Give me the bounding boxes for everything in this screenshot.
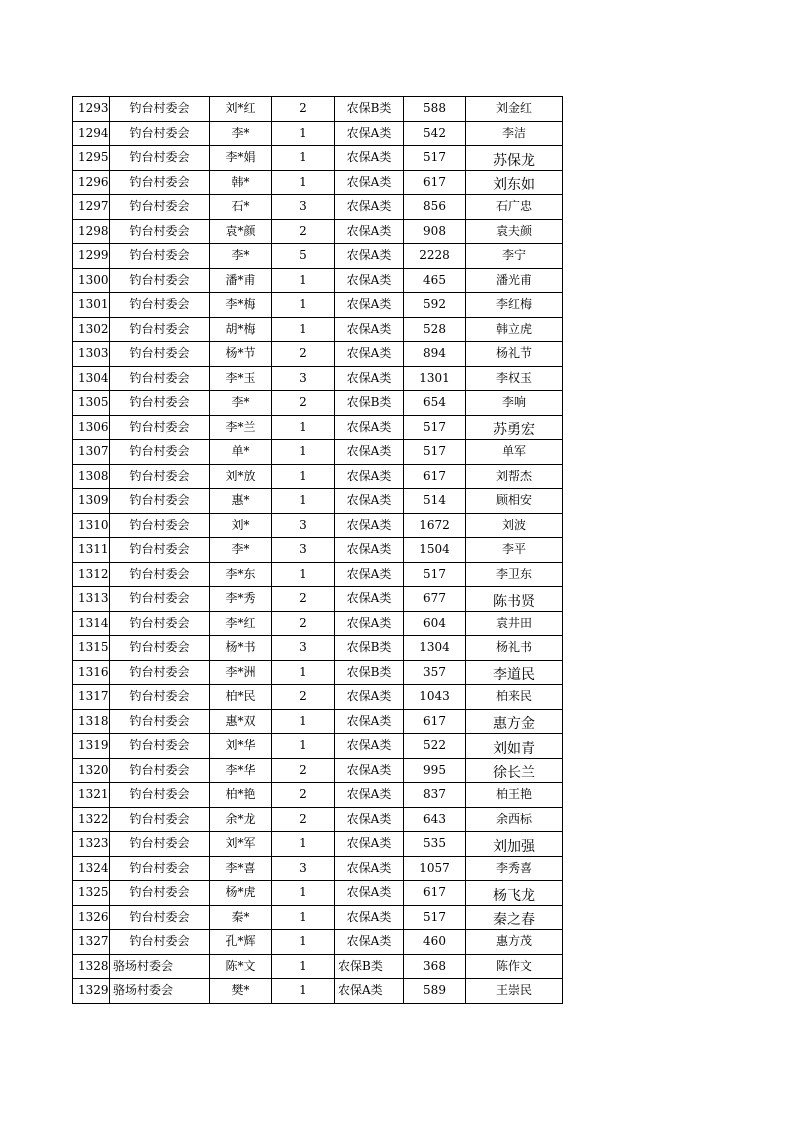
recipient-name-cell: 单军 <box>466 440 563 465</box>
amount-cell: 643 <box>404 807 466 832</box>
amount-cell: 460 <box>404 930 466 955</box>
row-number-cell: 1301 <box>73 293 110 318</box>
row-number-cell: 1316 <box>73 660 110 685</box>
village-committee-cell: 钓台村委会 <box>110 464 210 489</box>
table-row <box>73 905 563 930</box>
recipient-name-cell: 苏保龙 <box>466 146 563 171</box>
masked-name-cell: 刘* <box>210 513 272 538</box>
amount-cell: 1672 <box>404 513 466 538</box>
table-row <box>73 317 563 342</box>
table-row <box>73 391 563 416</box>
table-row <box>73 881 563 906</box>
village-committee-cell: 钓台村委会 <box>110 636 210 661</box>
household-count-cell: 1 <box>272 170 335 195</box>
row-number-cell: 1315 <box>73 636 110 661</box>
masked-name-cell: 秦* <box>210 905 272 930</box>
insurance-category-cell: 农保A类 <box>335 783 404 808</box>
row-number-cell: 1317 <box>73 685 110 710</box>
insurance-category-cell: 农保A类 <box>335 979 404 1004</box>
recipient-name-cell: 顾相安 <box>466 489 563 514</box>
masked-name-cell: 李*华 <box>210 758 272 783</box>
insurance-category-cell: 农保B类 <box>335 97 404 122</box>
table-body <box>73 97 563 1004</box>
amount-cell: 617 <box>404 464 466 489</box>
table-row <box>73 342 563 367</box>
insurance-category-cell: 农保B类 <box>335 660 404 685</box>
insurance-category-cell: 农保A类 <box>335 244 404 269</box>
recipient-name-cell: 李洁 <box>466 121 563 146</box>
village-committee-cell: 钓台村委会 <box>110 660 210 685</box>
insurance-category-cell: 农保A类 <box>335 685 404 710</box>
masked-name-cell: 刘*军 <box>210 832 272 857</box>
table-row <box>73 807 563 832</box>
amount-cell: 514 <box>404 489 466 514</box>
recipient-name-cell: 苏勇宏 <box>466 415 563 440</box>
recipient-name-cell: 韩立虎 <box>466 317 563 342</box>
insurance-category-cell: 农保A类 <box>335 415 404 440</box>
village-committee-cell: 钓台村委会 <box>110 366 210 391</box>
household-count-cell: 1 <box>272 905 335 930</box>
row-number-cell: 1307 <box>73 440 110 465</box>
village-committee-cell: 钓台村委会 <box>110 807 210 832</box>
amount-cell: 908 <box>404 219 466 244</box>
recipient-name-cell: 杨礼节 <box>466 342 563 367</box>
household-count-cell: 2 <box>272 783 335 808</box>
insurance-category-cell: 农保A类 <box>335 807 404 832</box>
insurance-category-cell: 农保A类 <box>335 758 404 783</box>
household-count-cell: 1 <box>272 562 335 587</box>
row-number-cell: 1300 <box>73 268 110 293</box>
row-number-cell: 1322 <box>73 807 110 832</box>
amount-cell: 1304 <box>404 636 466 661</box>
row-number-cell: 1298 <box>73 219 110 244</box>
recipient-name-cell: 袁井田 <box>466 611 563 636</box>
table-row <box>73 734 563 759</box>
village-committee-cell: 骆场村委会 <box>110 954 210 979</box>
village-committee-cell: 钓台村委会 <box>110 856 210 881</box>
recipient-name-cell: 杨飞龙 <box>466 881 563 906</box>
household-count-cell: 2 <box>272 391 335 416</box>
allowance-table <box>72 96 563 1004</box>
recipient-name-cell: 王崇民 <box>466 979 563 1004</box>
recipient-name-cell: 杨礼书 <box>466 636 563 661</box>
masked-name-cell: 余*龙 <box>210 807 272 832</box>
masked-name-cell: 惠* <box>210 489 272 514</box>
insurance-category-cell: 农保B类 <box>335 954 404 979</box>
amount-cell: 542 <box>404 121 466 146</box>
table-row <box>73 293 563 318</box>
household-count-cell: 1 <box>272 881 335 906</box>
amount-cell: 465 <box>404 268 466 293</box>
household-count-cell: 1 <box>272 317 335 342</box>
household-count-cell: 1 <box>272 832 335 857</box>
row-number-cell: 1299 <box>73 244 110 269</box>
insurance-category-cell: 农保B类 <box>335 391 404 416</box>
masked-name-cell: 刘*红 <box>210 97 272 122</box>
masked-name-cell: 陈*文 <box>210 954 272 979</box>
row-number-cell: 1327 <box>73 930 110 955</box>
household-count-cell: 3 <box>272 856 335 881</box>
amount-cell: 1057 <box>404 856 466 881</box>
recipient-name-cell: 惠方茂 <box>466 930 563 955</box>
amount-cell: 604 <box>404 611 466 636</box>
village-committee-cell: 钓台村委会 <box>110 342 210 367</box>
table-row <box>73 219 563 244</box>
masked-name-cell: 李* <box>210 244 272 269</box>
recipient-name-cell: 徐长兰 <box>466 758 563 783</box>
table-row <box>73 660 563 685</box>
row-number-cell: 1324 <box>73 856 110 881</box>
village-committee-cell: 钓台村委会 <box>110 587 210 612</box>
table-row <box>73 195 563 220</box>
table-row <box>73 611 563 636</box>
insurance-category-cell: 农保A类 <box>335 342 404 367</box>
amount-cell: 2228 <box>404 244 466 269</box>
masked-name-cell: 李* <box>210 121 272 146</box>
household-count-cell: 3 <box>272 538 335 563</box>
village-committee-cell: 钓台村委会 <box>110 611 210 636</box>
recipient-name-cell: 刘加强 <box>466 832 563 857</box>
row-number-cell: 1323 <box>73 832 110 857</box>
row-number-cell: 1294 <box>73 121 110 146</box>
household-count-cell: 1 <box>272 440 335 465</box>
household-count-cell: 1 <box>272 930 335 955</box>
village-committee-cell: 钓台村委会 <box>110 440 210 465</box>
amount-cell: 1301 <box>404 366 466 391</box>
row-number-cell: 1326 <box>73 905 110 930</box>
masked-name-cell: 李*娟 <box>210 146 272 171</box>
amount-cell: 592 <box>404 293 466 318</box>
village-committee-cell: 钓台村委会 <box>110 881 210 906</box>
amount-cell: 837 <box>404 783 466 808</box>
amount-cell: 894 <box>404 342 466 367</box>
insurance-category-cell: 农保A类 <box>335 366 404 391</box>
recipient-name-cell: 刘东如 <box>466 170 563 195</box>
household-count-cell: 1 <box>272 709 335 734</box>
row-number-cell: 1321 <box>73 783 110 808</box>
amount-cell: 535 <box>404 832 466 857</box>
household-count-cell: 2 <box>272 587 335 612</box>
amount-cell: 517 <box>404 440 466 465</box>
insurance-category-cell: 农保A类 <box>335 219 404 244</box>
recipient-name-cell: 刘金红 <box>466 97 563 122</box>
amount-cell: 1504 <box>404 538 466 563</box>
masked-name-cell: 李*东 <box>210 562 272 587</box>
recipient-name-cell: 石广忠 <box>466 195 563 220</box>
village-committee-cell: 钓台村委会 <box>110 121 210 146</box>
row-number-cell: 1308 <box>73 464 110 489</box>
table-row <box>73 244 563 269</box>
masked-name-cell: 李*玉 <box>210 366 272 391</box>
masked-name-cell: 柏*民 <box>210 685 272 710</box>
recipient-name-cell: 余西标 <box>466 807 563 832</box>
amount-cell: 654 <box>404 391 466 416</box>
table-row <box>73 856 563 881</box>
recipient-name-cell: 李宁 <box>466 244 563 269</box>
village-committee-cell: 骆场村委会 <box>110 979 210 1004</box>
masked-name-cell: 胡*梅 <box>210 317 272 342</box>
household-count-cell: 3 <box>272 636 335 661</box>
table-row <box>73 97 563 122</box>
row-number-cell: 1325 <box>73 881 110 906</box>
masked-name-cell: 潘*甫 <box>210 268 272 293</box>
village-committee-cell: 钓台村委会 <box>110 170 210 195</box>
village-committee-cell: 钓台村委会 <box>110 489 210 514</box>
amount-cell: 617 <box>404 709 466 734</box>
recipient-name-cell: 李平 <box>466 538 563 563</box>
amount-cell: 528 <box>404 317 466 342</box>
masked-name-cell: 石* <box>210 195 272 220</box>
table-row <box>73 930 563 955</box>
insurance-category-cell: 农保A类 <box>335 293 404 318</box>
row-number-cell: 1296 <box>73 170 110 195</box>
household-count-cell: 3 <box>272 195 335 220</box>
recipient-name-cell: 秦之春 <box>466 905 563 930</box>
household-count-cell: 1 <box>272 489 335 514</box>
masked-name-cell: 袁*颜 <box>210 219 272 244</box>
row-number-cell: 1293 <box>73 97 110 122</box>
insurance-category-cell: 农保A类 <box>335 121 404 146</box>
recipient-name-cell: 柏来民 <box>466 685 563 710</box>
amount-cell: 517 <box>404 146 466 171</box>
masked-name-cell: 杨*虎 <box>210 881 272 906</box>
row-number-cell: 1305 <box>73 391 110 416</box>
recipient-name-cell: 李权玉 <box>466 366 563 391</box>
amount-cell: 522 <box>404 734 466 759</box>
amount-cell: 617 <box>404 881 466 906</box>
household-count-cell: 1 <box>272 979 335 1004</box>
insurance-category-cell: 农保A类 <box>335 930 404 955</box>
table-row <box>73 832 563 857</box>
table-row <box>73 170 563 195</box>
insurance-category-cell: 农保A类 <box>335 268 404 293</box>
masked-name-cell: 孔*辉 <box>210 930 272 955</box>
masked-name-cell: 李* <box>210 538 272 563</box>
row-number-cell: 1302 <box>73 317 110 342</box>
amount-cell: 517 <box>404 562 466 587</box>
table-row <box>73 366 563 391</box>
village-committee-cell: 钓台村委会 <box>110 146 210 171</box>
household-count-cell: 1 <box>272 734 335 759</box>
masked-name-cell: 樊* <box>210 979 272 1004</box>
village-committee-cell: 钓台村委会 <box>110 513 210 538</box>
household-count-cell: 1 <box>272 293 335 318</box>
amount-cell: 357 <box>404 660 466 685</box>
recipient-name-cell: 李道民 <box>466 660 563 685</box>
insurance-category-cell: 农保A类 <box>335 146 404 171</box>
insurance-category-cell: 农保A类 <box>335 440 404 465</box>
row-number-cell: 1297 <box>73 195 110 220</box>
recipient-name-cell: 袁夫颜 <box>466 219 563 244</box>
row-number-cell: 1329 <box>73 979 110 1004</box>
table-row <box>73 636 563 661</box>
masked-name-cell: 惠*双 <box>210 709 272 734</box>
masked-name-cell: 刘*放 <box>210 464 272 489</box>
masked-name-cell: 单* <box>210 440 272 465</box>
table-row <box>73 440 563 465</box>
masked-name-cell: 刘*华 <box>210 734 272 759</box>
insurance-category-cell: 农保A类 <box>335 832 404 857</box>
insurance-category-cell: 农保A类 <box>335 489 404 514</box>
table-row <box>73 979 563 1004</box>
insurance-category-cell: 农保A类 <box>335 317 404 342</box>
recipient-name-cell: 李卫东 <box>466 562 563 587</box>
masked-name-cell: 李* <box>210 391 272 416</box>
masked-name-cell: 柏*艳 <box>210 783 272 808</box>
household-count-cell: 2 <box>272 807 335 832</box>
row-number-cell: 1328 <box>73 954 110 979</box>
table-row <box>73 685 563 710</box>
household-count-cell: 3 <box>272 513 335 538</box>
table-row <box>73 513 563 538</box>
amount-cell: 617 <box>404 170 466 195</box>
masked-name-cell: 李*喜 <box>210 856 272 881</box>
village-committee-cell: 钓台村委会 <box>110 195 210 220</box>
household-count-cell: 2 <box>272 685 335 710</box>
recipient-name-cell: 刘波 <box>466 513 563 538</box>
amount-cell: 588 <box>404 97 466 122</box>
masked-name-cell: 李*红 <box>210 611 272 636</box>
insurance-category-cell: 农保A类 <box>335 464 404 489</box>
row-number-cell: 1304 <box>73 366 110 391</box>
table-row <box>73 146 563 171</box>
masked-name-cell: 李*洲 <box>210 660 272 685</box>
amount-cell: 856 <box>404 195 466 220</box>
village-committee-cell: 钓台村委会 <box>110 783 210 808</box>
amount-cell: 677 <box>404 587 466 612</box>
household-count-cell: 3 <box>272 366 335 391</box>
row-number-cell: 1314 <box>73 611 110 636</box>
insurance-category-cell: 农保B类 <box>335 636 404 661</box>
row-number-cell: 1306 <box>73 415 110 440</box>
village-committee-cell: 钓台村委会 <box>110 317 210 342</box>
table-row <box>73 121 563 146</box>
insurance-category-cell: 农保A类 <box>335 611 404 636</box>
amount-cell: 995 <box>404 758 466 783</box>
recipient-name-cell: 李响 <box>466 391 563 416</box>
row-number-cell: 1310 <box>73 513 110 538</box>
table-row <box>73 489 563 514</box>
masked-name-cell: 杨*书 <box>210 636 272 661</box>
row-number-cell: 1320 <box>73 758 110 783</box>
insurance-category-cell: 农保A类 <box>335 905 404 930</box>
household-count-cell: 1 <box>272 268 335 293</box>
recipient-name-cell: 陈书贤 <box>466 587 563 612</box>
household-count-cell: 1 <box>272 464 335 489</box>
household-count-cell: 2 <box>272 342 335 367</box>
village-committee-cell: 钓台村委会 <box>110 97 210 122</box>
insurance-category-cell: 农保A类 <box>335 538 404 563</box>
insurance-category-cell: 农保A类 <box>335 513 404 538</box>
household-count-cell: 2 <box>272 219 335 244</box>
recipient-name-cell: 李红梅 <box>466 293 563 318</box>
table-row <box>73 464 563 489</box>
table-row <box>73 268 563 293</box>
insurance-category-cell: 农保A类 <box>335 709 404 734</box>
village-committee-cell: 钓台村委会 <box>110 930 210 955</box>
amount-cell: 517 <box>404 905 466 930</box>
village-committee-cell: 钓台村委会 <box>110 268 210 293</box>
village-committee-cell: 钓台村委会 <box>110 832 210 857</box>
masked-name-cell: 杨*节 <box>210 342 272 367</box>
household-count-cell: 1 <box>272 660 335 685</box>
recipient-name-cell: 陈作文 <box>466 954 563 979</box>
amount-cell: 368 <box>404 954 466 979</box>
village-committee-cell: 钓台村委会 <box>110 562 210 587</box>
recipient-name-cell: 刘帮杰 <box>466 464 563 489</box>
insurance-category-cell: 农保A类 <box>335 881 404 906</box>
insurance-category-cell: 农保A类 <box>335 734 404 759</box>
household-count-cell: 1 <box>272 121 335 146</box>
row-number-cell: 1303 <box>73 342 110 367</box>
recipient-name-cell: 惠方金 <box>466 709 563 734</box>
masked-name-cell: 韩* <box>210 170 272 195</box>
village-committee-cell: 钓台村委会 <box>110 709 210 734</box>
recipient-name-cell: 刘如青 <box>466 734 563 759</box>
insurance-category-cell: 农保A类 <box>335 195 404 220</box>
row-number-cell: 1312 <box>73 562 110 587</box>
village-committee-cell: 钓台村委会 <box>110 244 210 269</box>
household-count-cell: 2 <box>272 97 335 122</box>
household-count-cell: 1 <box>272 954 335 979</box>
table-row <box>73 538 563 563</box>
insurance-category-cell: 农保A类 <box>335 587 404 612</box>
village-committee-cell: 钓台村委会 <box>110 905 210 930</box>
household-count-cell: 1 <box>272 146 335 171</box>
row-number-cell: 1309 <box>73 489 110 514</box>
village-committee-cell: 钓台村委会 <box>110 391 210 416</box>
amount-cell: 517 <box>404 415 466 440</box>
row-number-cell: 1313 <box>73 587 110 612</box>
row-number-cell: 1319 <box>73 734 110 759</box>
household-count-cell: 2 <box>272 758 335 783</box>
masked-name-cell: 李*兰 <box>210 415 272 440</box>
household-count-cell: 1 <box>272 415 335 440</box>
row-number-cell: 1318 <box>73 709 110 734</box>
recipient-name-cell: 柏王艳 <box>466 783 563 808</box>
table-row <box>73 587 563 612</box>
village-committee-cell: 钓台村委会 <box>110 734 210 759</box>
household-count-cell: 5 <box>272 244 335 269</box>
insurance-category-cell: 农保A类 <box>335 170 404 195</box>
village-committee-cell: 钓台村委会 <box>110 685 210 710</box>
table-row <box>73 758 563 783</box>
table-row <box>73 783 563 808</box>
village-committee-cell: 钓台村委会 <box>110 293 210 318</box>
row-number-cell: 1311 <box>73 538 110 563</box>
table-row <box>73 562 563 587</box>
table-row <box>73 415 563 440</box>
insurance-category-cell: 农保A类 <box>335 856 404 881</box>
recipient-name-cell: 潘光甫 <box>466 268 563 293</box>
village-committee-cell: 钓台村委会 <box>110 415 210 440</box>
household-count-cell: 2 <box>272 611 335 636</box>
masked-name-cell: 李*梅 <box>210 293 272 318</box>
village-committee-cell: 钓台村委会 <box>110 219 210 244</box>
amount-cell: 589 <box>404 979 466 1004</box>
table-row <box>73 709 563 734</box>
masked-name-cell: 李*秀 <box>210 587 272 612</box>
row-number-cell: 1295 <box>73 146 110 171</box>
recipient-name-cell: 李秀喜 <box>466 856 563 881</box>
amount-cell: 1043 <box>404 685 466 710</box>
village-committee-cell: 钓台村委会 <box>110 538 210 563</box>
village-committee-cell: 钓台村委会 <box>110 758 210 783</box>
table-row <box>73 954 563 979</box>
insurance-category-cell: 农保A类 <box>335 562 404 587</box>
